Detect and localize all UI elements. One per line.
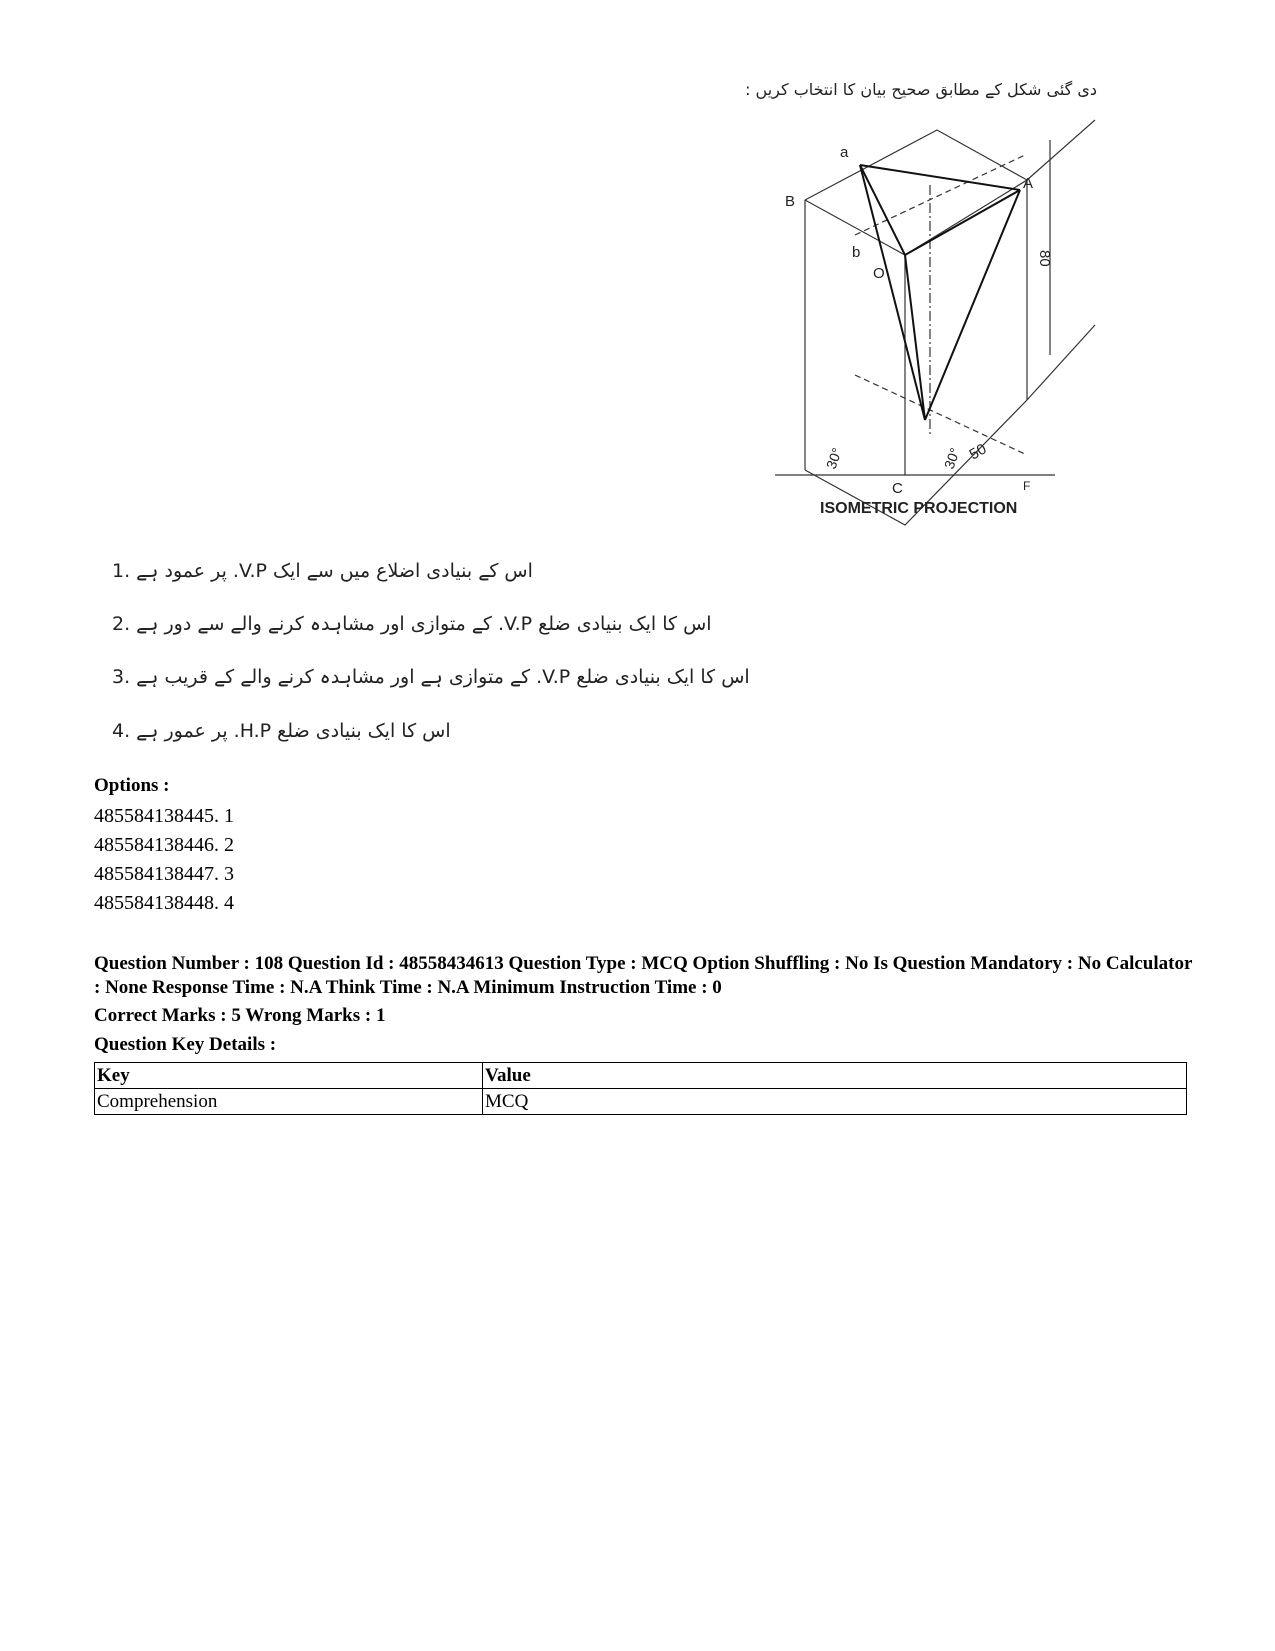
cell-key: Comprehension [95, 1089, 483, 1115]
options-heading: Options : [94, 775, 170, 796]
dim-80-label: 80 [1036, 250, 1053, 267]
key-details-heading: Question Key Details : [94, 1034, 277, 1055]
label-C: C [892, 480, 903, 497]
angle-right-label: 30° [940, 445, 964, 472]
box-top-outline [805, 130, 1027, 255]
key-details-table [94, 1062, 1187, 1115]
header-key: Key [95, 1063, 483, 1089]
hidden-edge-2 [855, 155, 1025, 235]
dim-50-label: 50 [966, 440, 990, 464]
pyramid-edge-bA [905, 190, 1020, 255]
option-1: 485584138445. 1 [94, 805, 234, 827]
label-b: b [852, 244, 861, 261]
pyramid-edge-apex-b [905, 255, 925, 420]
label-B: B [785, 193, 796, 210]
label-o: O [873, 265, 885, 282]
option-2: 485584138446. 2 [94, 834, 234, 856]
extension-bottom [1027, 325, 1095, 400]
label-a: a [840, 144, 849, 161]
label-F: F [1023, 479, 1031, 493]
question-prompt: دی گئی شکل کے مطابق صحیح بیان کا انتخاب کریں : [745, 80, 1097, 99]
figure-caption: ISOMETRIC PROJECTION [820, 500, 1018, 517]
header-value: Value [483, 1063, 1187, 1089]
label-A: A [1023, 175, 1034, 192]
table-row [95, 1089, 1187, 1115]
table-header-row [95, 1063, 1187, 1089]
options-list [94, 802, 234, 918]
option-3: 485584138447. 3 [94, 863, 234, 885]
isometric-projection-figure [785, 115, 1155, 545]
marks-line: Correct Marks : 5 Wrong Marks : 1 [94, 1005, 386, 1026]
cell-value: MCQ [483, 1089, 1187, 1115]
hidden-edge-1 [855, 375, 1027, 455]
statement-4: اس کا ایک بنیادی ضلع H.P. پر عمور ہے .4 [112, 720, 451, 742]
extension-top [1027, 120, 1095, 180]
angle-left-label: 30° [822, 445, 846, 472]
statement-3: اس کا ایک بنیادی ضلع V.P. کے متوازی ہے اور مشاہدہ کرنے والے کے قریب ہے .3 [112, 666, 750, 688]
question-meta: Question Number : 108 Question Id : 48558434613 Question Type : MCQ Option Shuffling : No Is Question Mandatory : No Calculator : None Response Time : N.A Think Time : N.A Minimum Instruction Time : 0 [94, 953, 1193, 998]
statement-2: اس کا ایک بنیادی ضلع V.P. کے متوازی اور مشاہدہ کرنے والے سے دور ہے .2 [112, 613, 712, 635]
option-4: 485584138448. 4 [94, 892, 234, 914]
pyramid-edge-ab [860, 165, 905, 255]
statement-1: اس کے بنیادی اضلاع میں سے ایک V.P. پر عمود ہے .1 [112, 560, 533, 582]
pyramid-edge-apex-a [860, 165, 925, 420]
pyramid-edge-apex-A [925, 190, 1020, 420]
